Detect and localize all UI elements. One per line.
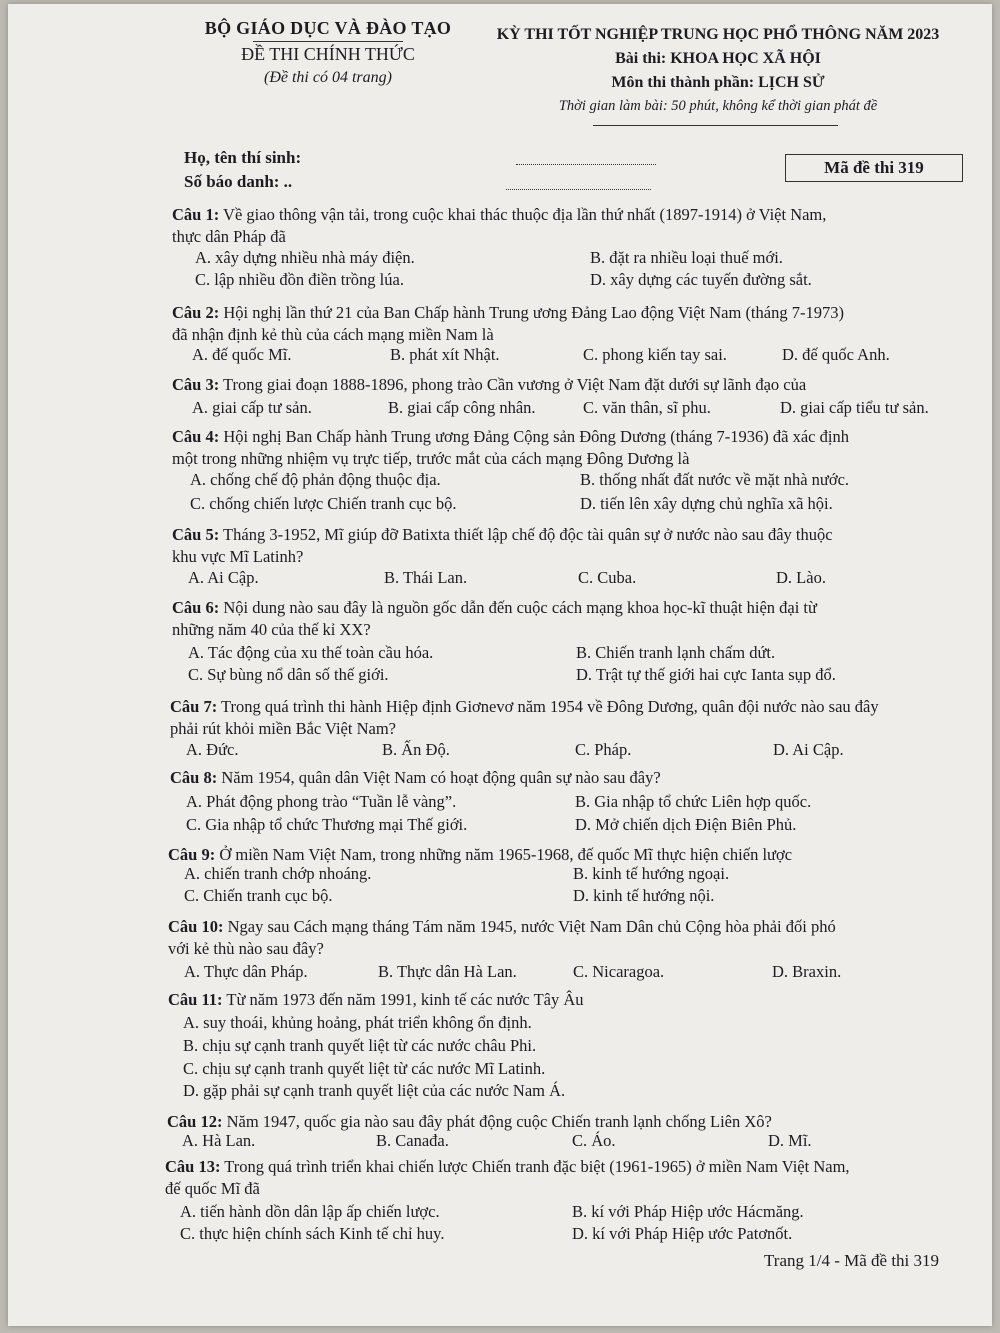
answer-option: B. chịu sự cạnh tranh quyết liệt từ các nước châu Phi. (183, 1036, 537, 1055)
answer-option: A. chống chế độ phản động thuộc địa. (190, 470, 441, 489)
answer-option: B. thống nhất đất nước về mặt nhà nước. (580, 470, 850, 489)
answer-option: A. Hà Lan. (182, 1131, 256, 1150)
answer-option: A. Thực dân Pháp. (184, 962, 308, 981)
exam-title: KỲ THI TỐT NGHIỆP TRUNG HỌC PHỔ THÔNG NĂM 2023 (496, 26, 940, 43)
question-number: Câu 13: (165, 1157, 221, 1176)
answer-option: D. Trật tự thế giới hai cực Ianta sụp đổ. (576, 665, 836, 684)
answer-option: D. kí với Pháp Hiệp ước Patơnốt. (572, 1224, 793, 1243)
answer-option: B. phát xít Nhật. (390, 345, 500, 364)
answer-option: A. Ai Cập. (188, 568, 259, 587)
question-number: Câu 7: (170, 697, 218, 716)
question-text: Từ năm 1973 đến năm 1991, kinh tế các nước Tây Âu (222, 990, 584, 1009)
answer-option: C. Nicaragoa. (573, 962, 665, 981)
question-text: Về giao thông vận tải, trong cuộc khai thác thuộc địa lần thứ nhất (1897-1914) ở Việt Nam, (219, 205, 827, 224)
question-text: Ngay sau Cách mạng tháng Tám năm 1945, nước Việt Nam Dân chủ Cộng hòa phải đối phó (223, 917, 836, 936)
answer-option: A. đế quốc Mĩ. (192, 345, 292, 364)
answer-option: B. Thực dân Hà Lan. (378, 962, 517, 981)
answer-option: C. thực hiện chính sách Kinh tế chỉ huy. (180, 1224, 445, 1243)
question-text: Trong quá trình triển khai chiến lược Chiến tranh đặc biệt (1961-1965) ở miền Nam Việt Nam, (220, 1157, 850, 1176)
header-left (188, 18, 468, 87)
question-stem (172, 598, 817, 618)
question-text: Trong quá trình thi hành Hiệp định Giơnevơ năm 1954 về Đông Dương, quân đội nước nào sau đây (217, 697, 879, 716)
question-stem (172, 303, 844, 323)
question-text-continued: khu vực Mĩ Latinh? (172, 547, 304, 566)
ministry-underline (253, 41, 403, 42)
exam-time: Thời gian làm bài: 50 phút, không kể thời gian phát đề (558, 98, 878, 114)
question-text-continued: với kẻ thù nào sau đây? (168, 939, 324, 958)
question-text-continued: thực dân Pháp đã (172, 227, 286, 246)
question-text: Năm 1947, quốc gia nào sau đây phát động cuộc Chiến tranh lạnh chống Liên Xô? (222, 1112, 772, 1131)
answer-option: A. Đức. (186, 740, 239, 759)
answer-option: B. Ấn Độ. (382, 740, 450, 759)
question-text-continued: những năm 40 của thế kỉ XX? (172, 620, 371, 639)
question-number: Câu 8: (170, 768, 218, 787)
question-stem (168, 845, 792, 865)
candidate-id-label: Số báo danh: .. (184, 172, 293, 191)
answer-option: B. Thái Lan. (384, 568, 468, 587)
question-stem (167, 1112, 772, 1132)
answer-option: B. kinh tế hướng ngoại. (573, 864, 730, 883)
answer-option: A. xây dựng nhiều nhà máy điện. (195, 248, 415, 267)
candidate-info (184, 146, 301, 194)
question-number: Câu 2: (172, 303, 220, 322)
question-number: Câu 11: (168, 990, 223, 1009)
answer-option: D. Braxin. (772, 962, 842, 981)
answer-option: D. Mĩ. (768, 1131, 812, 1150)
question-text: Nội dung nào sau đây là nguồn gốc dẫn đến cuộc cách mạng khoa học-kĩ thuật hiện đại từ (219, 598, 817, 617)
question-text: Hội nghị Ban Chấp hành Trung ương Đảng Cộng sản Đông Dương (tháng 7-1936) đã xác định (219, 427, 849, 446)
question-text: Trong giai đoạn 1888-1896, phong trào Cần vương ở Việt Nam đặt dưới sự lãnh đạo của (219, 375, 807, 394)
exam-component: Môn thi thành phần: LỊCH SỬ (611, 74, 825, 91)
name-dotted-line (516, 164, 656, 165)
answer-option: C. phong kiến tay sai. (583, 345, 727, 364)
question-number: Câu 12: (167, 1112, 223, 1131)
answer-option: C. chống chiến lược Chiến tranh cục bộ. (190, 494, 457, 513)
answer-option: D. xây dựng các tuyến đường sắt. (590, 270, 812, 289)
answer-option: A. Tác động của xu thế toàn cầu hóa. (188, 643, 434, 662)
question-text-continued: một trong những nhiệm vụ trực tiếp, trước mắt của cách mạng Đông Dương là (172, 449, 690, 468)
exam-code-box: Mã đề thi 319 (785, 154, 963, 182)
question-number: Câu 4: (172, 427, 220, 446)
answer-option: D. Ai Cập. (773, 740, 844, 759)
answer-option: B. Canađa. (376, 1131, 449, 1150)
answer-option: C. Áo. (572, 1131, 616, 1150)
answer-option: A. Phát động phong trào “Tuần lễ vàng”. (186, 792, 457, 811)
question-number: Câu 3: (172, 375, 220, 394)
header-right (478, 26, 958, 126)
question-number: Câu 5: (172, 525, 220, 544)
answer-option: D. kinh tế hướng nội. (573, 886, 715, 905)
question-stem (170, 768, 661, 788)
question-stem (172, 375, 806, 395)
question-text-continued: đã nhận định kẻ thù của cách mạng miền Nam là (172, 325, 494, 344)
answer-option: B. kí với Pháp Hiệp ước Hácmăng. (572, 1202, 804, 1221)
answer-option: C. Cuba. (578, 568, 637, 587)
id-dotted-line (506, 189, 651, 190)
question-number: Câu 1: (172, 205, 220, 224)
answer-option: D. Mở chiến dịch Điện Biên Phủ. (575, 815, 797, 834)
question-number: Câu 6: (172, 598, 220, 617)
answer-option: C. lập nhiều đồn điền trồng lúa. (195, 270, 404, 289)
answer-option: B. đặt ra nhiều loại thuế mới. (590, 248, 783, 267)
answer-option: D. gặp phải sự cạnh tranh quyết liệt của các nước Nam Á. (183, 1081, 566, 1100)
exam-page (8, 4, 992, 1326)
exam-subject: Bài thi: KHOA HỌC XÃ HỘI (615, 50, 821, 67)
answer-option: D. tiến lên xây dựng chủ nghĩa xã hội. (580, 494, 833, 513)
page-footer: Trang 1/4 - Mã đề thi 319 (764, 1251, 940, 1270)
answer-option: B. Gia nhập tổ chức Liên hợp quốc. (575, 792, 812, 811)
answer-option: C. Gia nhập tổ chức Thương mại Thế giới. (186, 815, 468, 834)
answer-option: D. Lào. (776, 568, 826, 587)
answer-option: A. tiến hành dồn dân lập ấp chiến lược. (180, 1202, 440, 1221)
question-text-continued: phải rút khỏi miền Bắc Việt Nam? (170, 719, 396, 738)
page-count-note: (Đề thi có 04 trang) (264, 69, 392, 86)
answer-option: D. đế quốc Anh. (782, 345, 890, 364)
header-underline (593, 125, 838, 126)
answer-option: C. Chiến tranh cục bộ. (184, 886, 333, 905)
question-number: Câu 10: (168, 917, 224, 936)
candidate-name-label: Họ, tên thí sinh: (184, 148, 302, 167)
answer-option: B. Chiến tranh lạnh chấm dứt. (576, 643, 776, 662)
answer-option: B. giai cấp công nhân. (388, 398, 536, 417)
question-stem (170, 697, 879, 717)
answer-option: C. Pháp. (575, 740, 632, 759)
answer-option: D. giai cấp tiểu tư sản. (780, 398, 929, 417)
answer-option: A. chiến tranh chớp nhoáng. (184, 864, 372, 883)
ministry-name: BỘ GIÁO DỤC VÀ ĐÀO TẠO (204, 18, 452, 38)
answer-option: A. suy thoái, khủng hoảng, phát triển không ổn định. (183, 1013, 532, 1032)
question-stem (172, 205, 826, 225)
answer-option: A. giai cấp tư sản. (192, 398, 312, 417)
question-text: Năm 1954, quân dân Việt Nam có hoạt động quân sự nào sau đây? (217, 768, 661, 787)
question-number: Câu 9: (168, 845, 216, 864)
official-label: ĐỀ THI CHÍNH THỨC (241, 44, 415, 64)
question-stem (172, 525, 833, 545)
question-text: Ở miền Nam Việt Nam, trong những năm 1965-1968, đế quốc Mĩ thực hiện chiến lược (215, 845, 793, 864)
question-text: Tháng 3-1952, Mĩ giúp đỡ Batixta thiết lập chế độ độc tài quân sự ở nước nào sau đây thuộc (219, 525, 833, 544)
answer-option: C. văn thân, sĩ phu. (583, 398, 711, 417)
answer-option: C. chịu sự cạnh tranh quyết liệt từ các nước Mĩ Latinh. (183, 1059, 546, 1078)
question-stem (165, 1157, 850, 1177)
question-stem (172, 427, 849, 447)
question-text: Hội nghị lần thứ 21 của Ban Chấp hành Trung ương Đảng Lao động Việt Nam (tháng 7-1973) (219, 303, 844, 322)
question-stem (168, 990, 584, 1010)
question-text-continued: đế quốc Mĩ đã (165, 1179, 260, 1198)
question-stem (168, 917, 836, 937)
answer-option: C. Sự bùng nổ dân số thế giới. (188, 665, 389, 684)
